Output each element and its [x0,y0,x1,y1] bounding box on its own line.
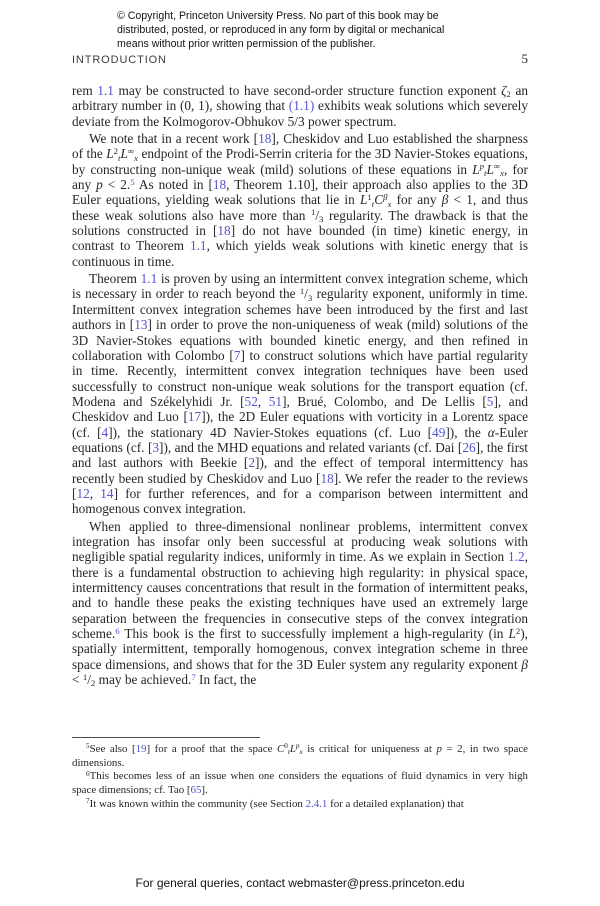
citation-link[interactable]: 1.1 [189,238,207,254]
text-run: t [371,198,375,209]
text-run: 2 [515,625,521,636]
text-run: p [436,743,442,755]
text-run: L [120,146,128,162]
text-run: p [479,161,485,172]
text-run: t [118,152,121,163]
citation-link[interactable]: 2 [248,455,256,471]
footnote-rule [72,737,260,738]
citation-link[interactable]: 1.1 [97,83,114,98]
text-run: ζ [501,83,507,98]
citation-link[interactable]: 52 [244,393,258,409]
citation-link[interactable]: 1.1 [140,271,158,287]
citation-link[interactable]: 1.2 [508,549,525,565]
text-run: L [472,161,480,177]
citation-link[interactable]: 19 [135,743,147,755]
citation-link[interactable]: 14 [100,485,114,501]
citation-link[interactable]: 7 [233,347,241,363]
text-run: C [276,743,285,755]
citation-link[interactable]: 18 [217,223,231,239]
citation-link[interactable]: 18 [212,177,227,193]
text-run: α [487,424,495,440]
text-run: L [289,743,296,755]
paragraph: When applied to three-dimensional nonlinear problems, intermittent convex integration has insofar only been successful at producing weak solutions with negligible spatial regularity indices, uniformly in time. As we explain in Section 1.2, there is a fundamental obstruction to achieving high regularity: in physical space, intermittency causes concentrations that result in the formation of intermittent peaks, and to handle these peaks the existing techniques have used an extremely large separation between the frequencies in consecutive steps of the convex integration scheme.$^6$ This book is the first to successfully implement a high-regularity (in $L^2$), spatially intermittent, temporally homogenous, convex integration scheme in three space dimensions, and shows that for the 3D Euler system any regularity exponent β < $^1$/2 may be achieved.$^7$ In fact, the [72,518,528,689]
footnote: $^6$This becomes less of an issue when one considers the equations of fluid dynamics in very high space dimensions; cf. Tao [65]. [72,769,528,797]
footer-contact: For general queries, contact webmaster@press.princeton.edu [135,876,465,890]
citation-link[interactable]: 3 [152,439,160,455]
text-run: 3 [307,292,313,303]
running-head [72,51,528,67]
text-run: 1 [367,192,372,203]
text-run: x [387,198,392,209]
footnote-marker: 5 [86,742,90,751]
citation-link[interactable]: 5 [486,393,494,409]
text-run: 2 [506,89,511,100]
text-run: t [484,167,487,178]
citation-link[interactable]: 49 [432,424,446,440]
copyright-line: © Copyright, Princeton University Press. No part of this book may be [117,10,439,22]
citation-link[interactable]: 2.4.1 [305,797,328,810]
paragraph: Theorem 1.1 is proven by using an intermittent convex integration scheme, which is necessary in order to reach beyond the $^1$/3 regularity exponent, uniformly in time. Intermittent convex integration schemes have been introduced by the first and last authors in [13] in order to prove the non-uniqueness of weak (mild) solutions of the 3D Navier-Stokes equations with bounded kinetic energy, and then refined in collaboration with Colombo [7] to construct solutions which have partial regularity in time. Recently, intermittent convex integration techniques have been used successfully to construct non-unique weak solutions for the transport equation (cf. Modena and Székelyhidi Jr. [52, 51], Brué, Colombo, and De Lellis [5], and Cheskidov and Luo [17]), the 2D Euler equations with vorticity in a Lorentz space (cf. [4]), the stationary 4D Navier-Stokes equations (cf. Luo [49]), the α-Euler equations (cf. [3]), and the MHD equations and related variants (cf. Dai [26], the first and last authors with Beekie [2]), and the effect of temporal intermittency has recently been studied by Cheskidov and Luo [18]. We refer the reader to the reviews [12, 14] for further references, and for a comparison between intermittent and homogenous convex integration. [72,271,529,517]
text-run: L [359,192,368,208]
footnotes-list [72,743,528,812]
paragraph: rem 1.1 may be constructed to have second-order structure function exponent ζ2 an arbitrary number in (0, 1), showing that (1.1) exhibits weak solutions which severely deviate from the Kolmogorov-Obhukov 5/3 power spectrum. [72,83,529,129]
text-run: L [486,161,494,177]
text-run: x [299,747,303,756]
citation-link[interactable]: 26 [462,439,476,455]
text-run: 1 [82,671,88,682]
footnote: $^7$It was known within the community (see Section 2.4.1 for a detailed explanation) that [86,797,464,810]
text-run: 0 [284,742,288,751]
footnotes [72,737,528,812]
text-run: L [508,626,516,642]
text-run: 3 [319,213,324,224]
text-run: ∞ [127,146,135,156]
copyright-line: distributed, posted, or reproduced in any form by digital or mechanical [117,24,445,36]
text-run: x [134,152,139,163]
body-text [72,83,528,687]
paragraph: We note that in a recent work [18], Cheskidov and Luo established the sharpness of the $L^2tL^\infty x$ endpoint of the Prodi-Serrin criteria for the 3D Navier-Stokes equations, by constructing non-unique weak (mild) solutions of these equations in $L^ptL^\infty x$, for any p < 2.$^5$ As noted in [18, Theorem 1.10], their approach also applies to the 3D Euler equations, yielding weak solutions that lie in $L^1tC^\beta x$ for any β < 1, and thus these weak solutions also have more than $^1$/3 regularity. The drawback is that the solutions constructed in [18] do not have bounded (in time) kinetic energy, in contrast to Theorem 1.1, which yields weak solutions with kinetic energy that is continuous in time. [72,131,529,269]
page-number: 5 [521,51,528,66]
footnote-marker: 6 [86,769,90,778]
running-head-title: INTRODUCTION [72,54,167,66]
text-run: β [441,192,449,208]
citation-link[interactable]: 17 [187,409,202,425]
footnote-ref-link[interactable]: 5 [130,176,135,187]
text-run: t [287,747,290,756]
text-run: ∞ [493,161,501,172]
text-run: 1 [299,286,305,297]
text-run: x [500,167,504,178]
text-run: 2 [113,146,119,156]
citation-link[interactable]: 4 [101,424,109,440]
footnote-ref-link[interactable]: 7 [191,671,196,682]
citation-link[interactable]: 18 [258,131,272,147]
copyright-line: means without prior written permission of the publisher. [117,38,376,50]
citation-link[interactable]: 12 [76,485,90,501]
copyright-notice [117,9,447,51]
text-run: 1 [310,207,316,218]
footnote-marker: 7 [86,797,90,806]
text-run: β [383,192,388,203]
citation-link[interactable]: 65 [190,784,202,797]
text-run: p [96,177,103,193]
citation-link[interactable]: 51 [268,393,283,409]
footnote-ref-link[interactable]: 6 [115,625,120,636]
footnote: $^5$See also [19] for a proof that the space $C^0tL^px$ is critical for uniqueness at p = 2, in two space dimensions. [72,742,528,769]
text-run: p [295,742,300,751]
text-run: 2 [90,678,96,689]
citation-link[interactable]: 18 [320,470,334,486]
citation-link[interactable]: (1.1) [288,98,315,114]
text-run: β [521,656,528,672]
text-run: C [374,192,384,208]
citation-link[interactable]: 13 [134,317,148,333]
text-run: L [106,146,114,162]
